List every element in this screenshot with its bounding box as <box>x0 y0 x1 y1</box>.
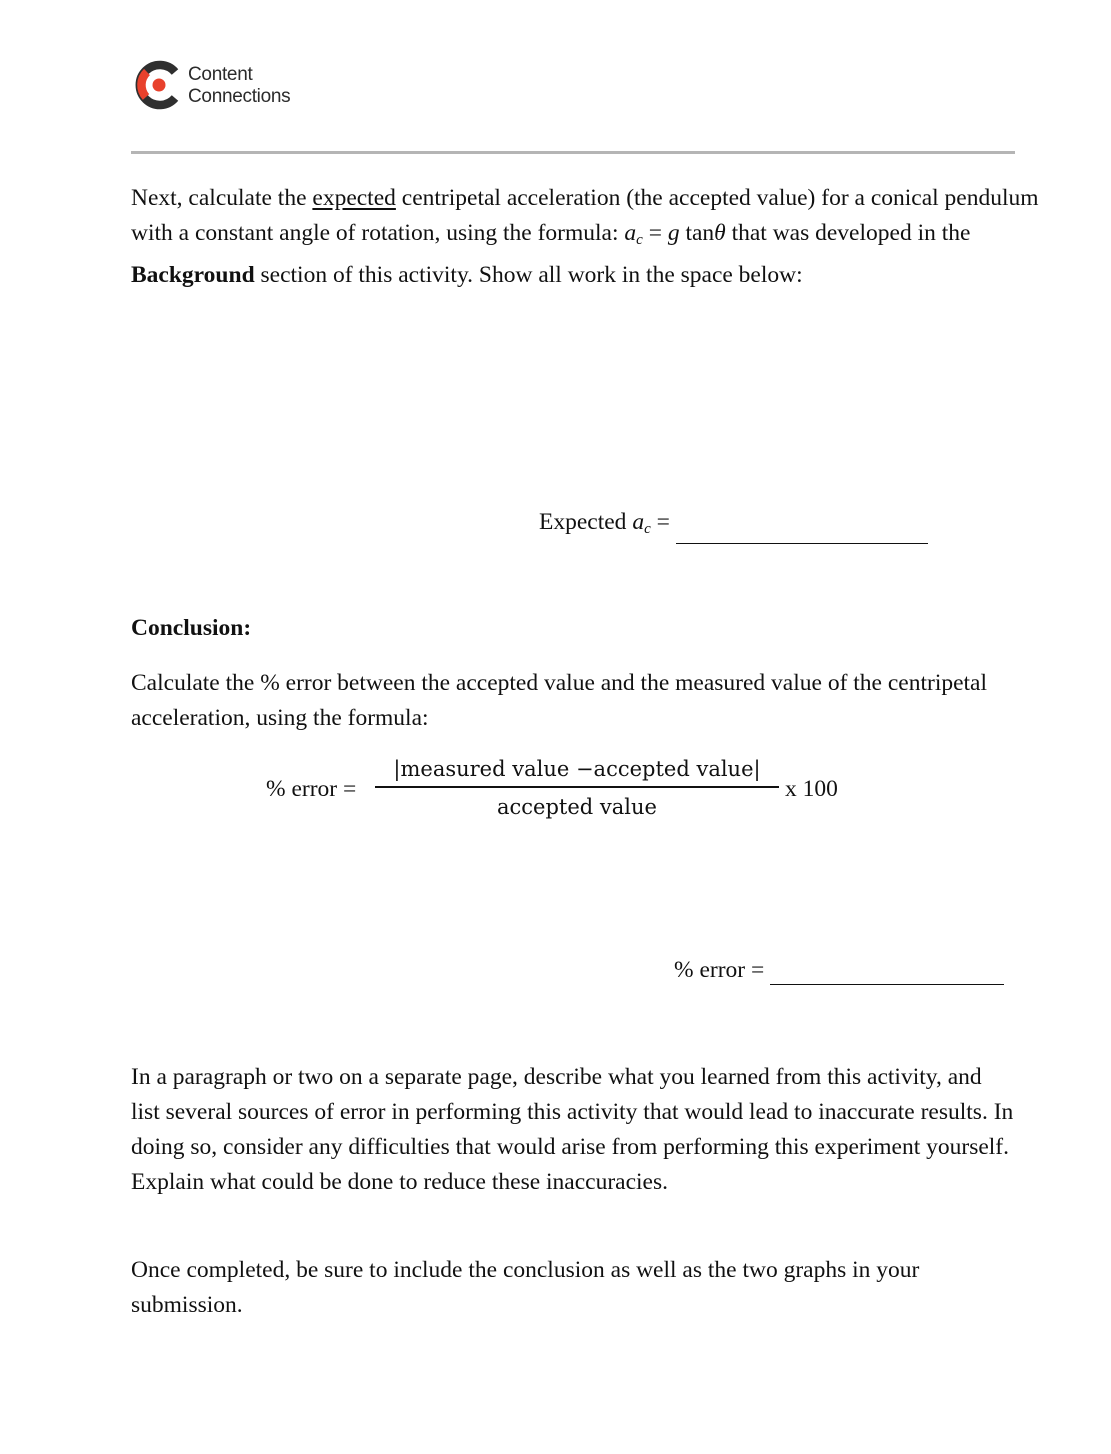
reflection-paragraph: In a paragraph or two on a separate page, describe what you learned from this activity, and list several sources of error in performing this activity that would lead to inaccurate results. In doing so, consider any difficulties that would arise from performing this experiment yourself. Explain what could be done to reduce these inaccuracies. <box>131 1064 1014 1195</box>
intro-text-1: Next, calculate the <box>131 185 313 211</box>
percent-error-answer-blank[interactable] <box>770 962 1004 985</box>
expected-equals: = <box>650 509 670 535</box>
formula-multiplier: x 100 <box>785 776 838 802</box>
logo <box>134 60 334 110</box>
intro-paragraph <box>131 181 1046 293</box>
background-emphasis: Background <box>131 262 255 288</box>
conclusion-heading: Conclusion: <box>131 615 252 641</box>
formula-subscript: c <box>636 232 643 248</box>
expected-answer-blank[interactable] <box>676 521 928 544</box>
conclusion-paragraph: Calculate the % error between the accepted value and the measured value of the centripetal acceleration, using the formula: <box>131 670 988 731</box>
formula-theta: θ <box>714 220 726 246</box>
logo-line-2: Connections <box>188 86 291 107</box>
expected-emphasis: expected <box>312 185 396 211</box>
expected-answer-row <box>539 507 928 544</box>
expected-label: Expected <box>539 509 633 535</box>
intro-text-3: that was developed in the <box>725 220 971 246</box>
formula-tan: tan <box>679 220 715 246</box>
submission-paragraph: Once completed, be sure to include the conclusion as well as the two graphs in your submission. <box>131 1257 920 1318</box>
percent-error-answer-row <box>674 955 1004 985</box>
logo-line-1: Content <box>188 64 253 85</box>
intro-text-2: centripetal acceleration (the accepted value) for a conical pendulum with a constant angle of rotation, using the formula: <box>131 185 1039 246</box>
expected-var: a <box>632 509 645 535</box>
percent-error-formula <box>266 752 866 832</box>
percent-error-label: % error = <box>674 957 765 983</box>
formula-lhs: % error = <box>266 776 357 802</box>
content-connections-logo-icon <box>134 60 184 110</box>
formula-a: a <box>624 220 637 246</box>
intro-text-4: section of this activity. Show all work in the space below: <box>254 262 803 288</box>
logo-wordmark <box>188 64 290 108</box>
header-divider <box>131 151 1015 154</box>
formula-numerator: |measured value −accepted value| <box>393 757 761 781</box>
formula-denominator: accepted value <box>497 795 657 819</box>
expected-sub: c <box>644 521 651 537</box>
fraction-bar <box>375 786 779 788</box>
formula-equals: = <box>642 220 668 246</box>
formula-g: g <box>667 220 680 246</box>
formula-fraction <box>375 752 779 824</box>
